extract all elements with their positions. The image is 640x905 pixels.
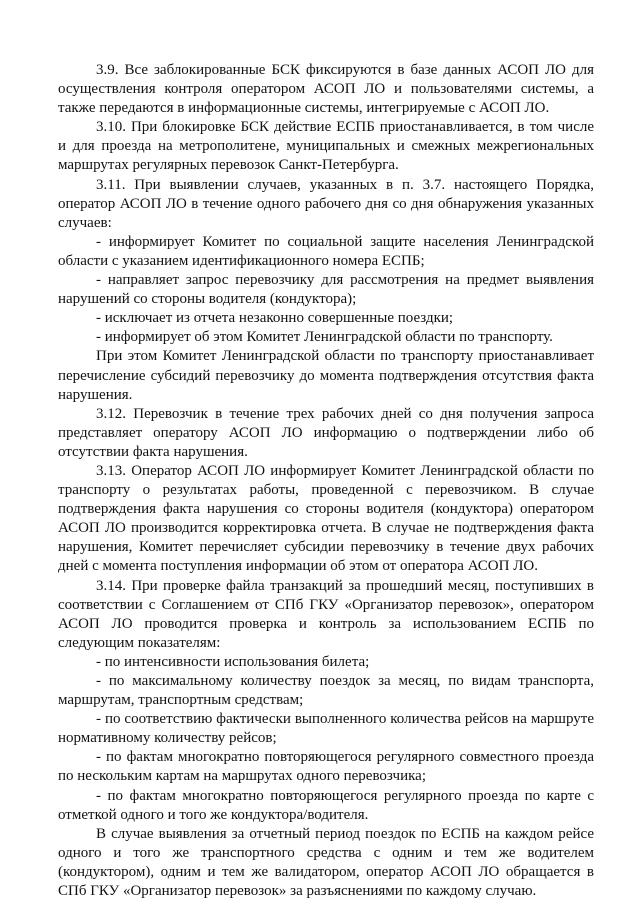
- list-item-ticket-intensity: - по интенсивности использования билета;: [96, 653, 370, 670]
- paragraph-subsidy-suspension: При этом Комитет Ленинградской области по транспорту приостанавливает перечисление субсидий перевозчику до момента подтверждения отсутствия факта нарушения.: [58, 348, 594, 403]
- paragraph-3-12: 3.12. Перевозчик в течение трех рабочих дней со дня получения запроса представляет оператору АСОП ЛО информацию о подтверждении либо об отсутствии факта нарушения.: [58, 405, 594, 460]
- list-item-inform-transport-committee: - информирует об этом Комитет Ленинградской области по транспорту.: [96, 329, 553, 346]
- paragraph-3-13: 3.13. Оператор АСОП ЛО информирует Комитет Ленинградской области по транспорту о результатах работы, проведенной с перевозчиком. В случае подтверждения факта нарушения со стороны водителя (кондуктора) оператором АСОП ЛО производится корректировка отчета. В случае не подтверждения факта нарушения, Комитет перечисляет субсидии перевозчику в течение двух рабочих дней с момента поступления информации об этом от оператора АСОП ЛО.: [58, 462, 594, 575]
- paragraph-3-9: 3.9. Все заблокированные БСК фиксируются в базе данных АСОП ЛО для осуществления контроля оператором АСОП ЛО и пользователями системы, а также передаются в информационные системы, интегрируемые с АСОП ЛО.: [58, 62, 594, 117]
- document-page: [58, 61, 594, 901]
- paragraph-3-10: 3.10. При блокировке БСК действие ЕСПБ приостанавливается, в том числе и для проезда на метрополитене, муниципальных и смежных межрегиональных маршрутах регулярных перевозок Санкт-Петербурга.: [58, 119, 594, 174]
- list-item-send-request-carrier: - направляет запрос перевозчику для рассмотрения на предмет выявления нарушений со стороны водителя (кондуктора);: [58, 272, 594, 308]
- paragraph-3-11: 3.11. При выявлении случаев, указанных в п. 3.7. настоящего Порядка, оператор АСОП ЛО в течение одного рабочего дня со дня обнаружения указанных случаев:: [58, 176, 594, 231]
- paragraph-clarification-request: В случае выявления за отчетный период поездок по ЕСПБ на каждом рейсе одного и того же транспортного средства с одним и тем же водителем (кондуктором), одним и тем же валидатором, оператор АСОП ЛО обращается в СПб ГКУ «Организатор перевозок» за разъяснениями по каждому случаю.: [58, 825, 594, 900]
- list-item-max-trips: - по максимальному количеству поездок за месяц, по видам транспорта, маршрутам, транспортным средствам;: [58, 673, 594, 709]
- list-item-trips-compliance: - по соответствию фактически выполненного количества рейсов на маршруте нормативному количеству рейсов;: [58, 711, 594, 747]
- list-item-exclude-trips: - исключает из отчета незаконно совершенные поездки;: [96, 310, 454, 327]
- paragraph-3-14: 3.14. При проверке файла транзакций за прошедший месяц, поступивших в соответствии с Соглашением от СПб ГКУ «Организатор перевозок», оператором АСОП ЛО проводится проверка и контроль за использованием ЕСПБ по следующим показателям:: [58, 577, 594, 651]
- list-item-same-conductor: - по фактам многократно повторяющегося регулярного проезда по карте с отметкой одного и того же кондуктора/водителя.: [58, 787, 594, 823]
- list-item-inform-social-committee: - информирует Комитет по социальной защите населения Ленинградской области с указанием идентификационного номера ЕСПБ;: [58, 233, 594, 269]
- list-item-joint-travel: - по фактам многократно повторяющегося регулярного совместного проезда по нескольким картам на маршрутах одного перевозчика;: [58, 749, 594, 785]
